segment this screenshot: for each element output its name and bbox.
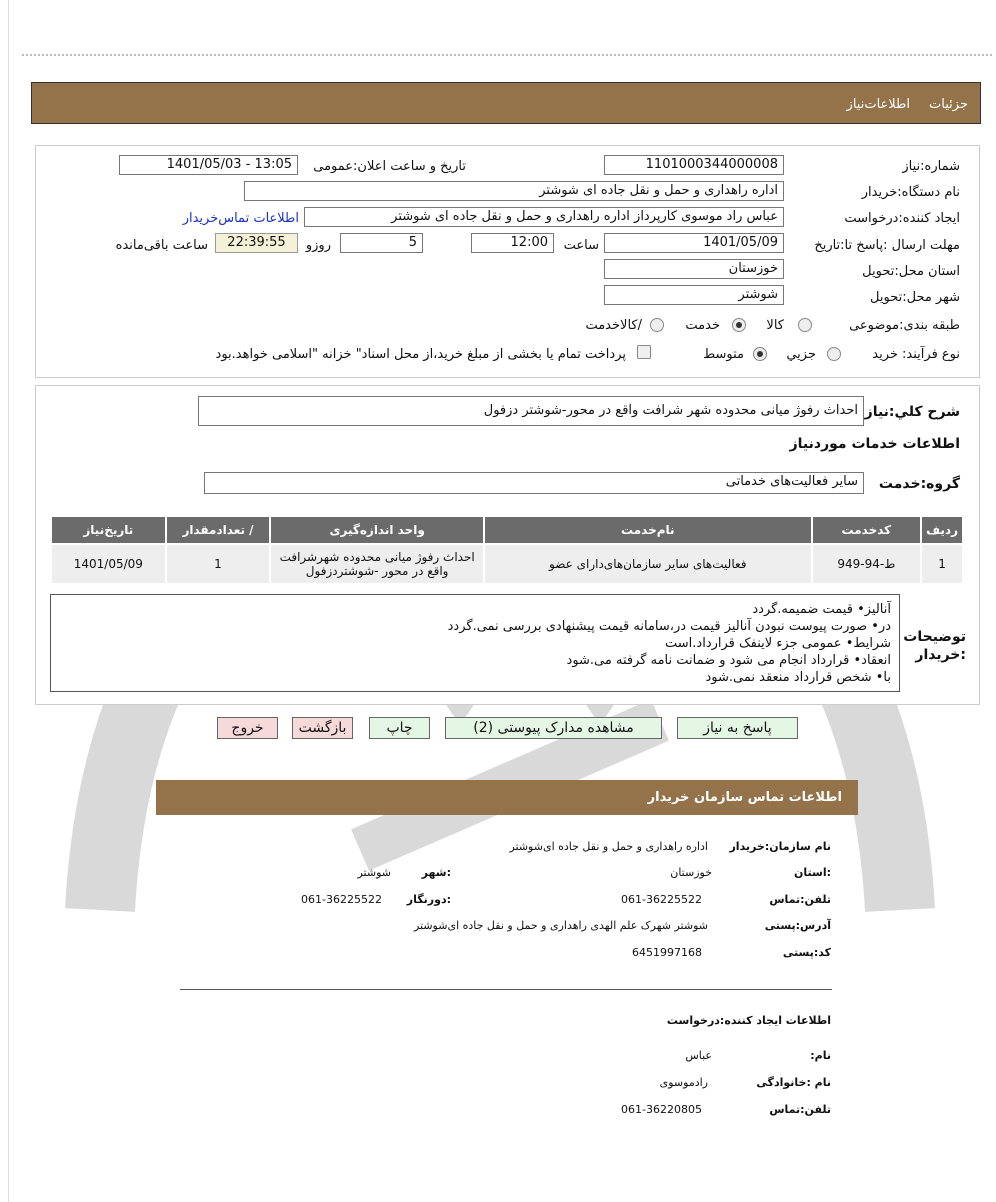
contact-divider [180,989,832,990]
remaining-time-field: 22:39:55 [215,233,298,253]
table-row [52,545,962,583]
treasury-payment-note: پرداخت تمام یا بخشی از مبلغ خرید،از محل اسناد" خزانه "اسلامی خواهد.بود [215,347,626,362]
buyer-org-label: نام دستگاه:خریدار [861,185,960,200]
city-field: شوشتر [604,285,784,305]
contact-postal-label: کد:پستی [782,946,831,959]
creator-name-value: عباس [685,1049,712,1062]
deadline-date-field: 1401/05/09 [604,233,784,253]
creator-info-title: اطلاعات ایجاد کننده:درخواست [666,1014,831,1027]
province-label: استان محل:تحویل [862,264,960,279]
creator-label: ایجاد کننده:درخواست [844,211,960,226]
contact-address-value: شوشتر شهرک علم الهدی راهداری و حمل و نقل جاده ای‌شوشتر [413,919,708,932]
col-quantity: / تعدادمقدار [167,517,270,543]
left-border-line [8,0,9,1202]
cell-unit: احداث رفوژ میانی محدوده شهرشرافت واقع در محور -شوشتردزفول [271,545,483,583]
process-medium-label: متوسط [703,347,744,362]
contact-province-label: :استان [794,866,831,879]
category-goods-radio[interactable] [798,318,812,332]
need-form-panel [35,145,980,378]
col-service-code: کدخدمت [813,517,921,543]
category-service-radio[interactable] [732,318,746,332]
contact-fax-label: :دورنگار [406,893,451,906]
deadline-label: مهلت ارسال :پاسخ تا:تاریخ [814,238,960,253]
treasury-payment-checkbox[interactable] [637,345,651,359]
services-table-wrapper [50,515,964,585]
category-goods-service-radio[interactable] [650,318,664,332]
col-row-number: ردیف [922,517,962,543]
general-description-field: احداث رفوژ میانی محدوده شهر شرافت واقع در محور-شوشتر دزفول [198,396,864,426]
creator-family-label: نام :خانوادگی [756,1076,831,1089]
contact-org-label: نام سازمان:خریدار [729,840,831,853]
category-goods-service-label: /کالاخدمت [585,318,642,333]
print-button[interactable]: چاپ [369,717,430,739]
creator-field: عباس راد موسوی کارپرداز اداره راهداری و حمل و نقل جاده ای شوشتر [304,207,784,227]
days-field: 5 [340,233,423,253]
creator-name-label: نام: [810,1049,831,1062]
deadline-time-label: ساعت [563,238,599,253]
process-minor-label: جزيي [786,347,816,362]
services-info-title: اطلاعات خدمات موردنیاز [789,436,960,452]
cell-row-number: 1 [922,545,962,583]
process-type-label: نوع فرآیند: خرید [872,347,960,362]
need-info-tab[interactable]: اطلاعات‌نیاز [846,97,910,112]
back-button[interactable]: بازگشت [292,717,353,739]
buyer-contact-header [156,780,858,815]
contact-address-label: آدرس:پستی [764,919,831,932]
note-line: انعقاد• قرارداد انجام می شود و ضمانت نامه گرفته می.شود [566,653,891,668]
need-details-header [31,82,981,124]
contact-city-value: شوشتر [357,866,391,879]
process-minor-radio[interactable] [827,347,841,361]
buyer-notes-label: توضیحات :خریدار [903,629,966,663]
cell-service-name: فعالیت‌های سایر سازمان‌های‌دارای عضو [485,545,811,583]
cell-quantity: 1 [167,545,270,583]
contact-phone-value: 061-36225522 [621,893,702,906]
province-field: خوزستان [604,259,784,279]
buyer-org-field: اداره راهداری و حمل و نقل جاده ای شوشتر [244,181,784,201]
details-tab[interactable]: جزئیات [929,97,968,112]
services-table [50,515,964,585]
remaining-time-label: ساعت باقی‌مانده [115,238,208,253]
city-label: شهر محل:تحویل [870,290,960,305]
col-need-date: تاریخ‌نیاز [52,517,165,543]
creator-family-value: رادموسوی [659,1076,708,1089]
need-number-field: 1101000344000008 [604,155,784,175]
announce-datetime-field: 1401/05/03 - 13:05 [119,155,298,175]
creator-phone-value: 061-36220805 [621,1103,702,1116]
col-unit: واحد اندازه‌گیری [271,517,483,543]
contact-phone-label: تلفن:تماس [769,893,831,906]
top-dotted-divider [22,54,992,56]
buyer-notes-box [50,594,900,692]
category-service-label: خدمت [685,318,720,333]
note-line: آنالیز• قیمت ضمیمه.گردد [752,602,891,617]
reply-to-need-button[interactable]: پاسخ به نیاز [677,717,798,739]
contact-org-value: اداره راهداری و حمل و نقل جاده ای‌شوشتر [509,840,708,853]
contact-province-value: خوزستان [670,866,712,879]
view-attachments-button[interactable]: مشاهده مدارک پیوستی (2) [445,717,662,739]
buyer-contact-link[interactable]: اطلاعات تماس‌خریدار [182,211,299,226]
contact-city-label: :شهر [421,866,451,879]
col-service-name: نام‌خدمت [485,517,811,543]
category-goods-label: کالا [766,318,784,333]
table-header-row [52,517,962,543]
general-description-label: شرح کلي:نیاز [864,404,960,420]
note-line: با• شخص قرارداد منعقد نمی.شود [705,670,891,685]
note-line: شرایط• عمومی جزء لاینفک قرارداد.است [665,636,891,651]
contact-fax-value: 061-36225522 [301,893,382,906]
category-label: طبقه بندی:موضوعی [849,318,960,333]
need-number-label: شماره:نیاز [902,159,960,174]
process-medium-radio[interactable] [753,347,767,361]
contact-postal-value: 6451997168 [632,946,702,959]
deadline-time-field: 12:00 [471,233,554,253]
exit-button[interactable]: خروج [217,717,278,739]
cell-service-code: ط-94-949 [813,545,921,583]
days-label: روزو [305,238,331,253]
note-line: در• صورت پیوست نبودن آنالیز قیمت در،سامانه قیمت پیشنهادی بررسی نمی.گردد [447,619,891,634]
announce-label: تاریخ و ساعت اعلان:عمومی [313,159,466,174]
creator-phone-label: تلفن:تماس [769,1103,831,1116]
service-group-label: گروه:خدمت [878,476,960,492]
buyer-contact-title: اطلاعات تماس سازمان خریدار [647,790,842,805]
service-group-field: سایر فعالیت‌های خدماتی [204,472,864,494]
cell-need-date: 1401/05/09 [52,545,165,583]
